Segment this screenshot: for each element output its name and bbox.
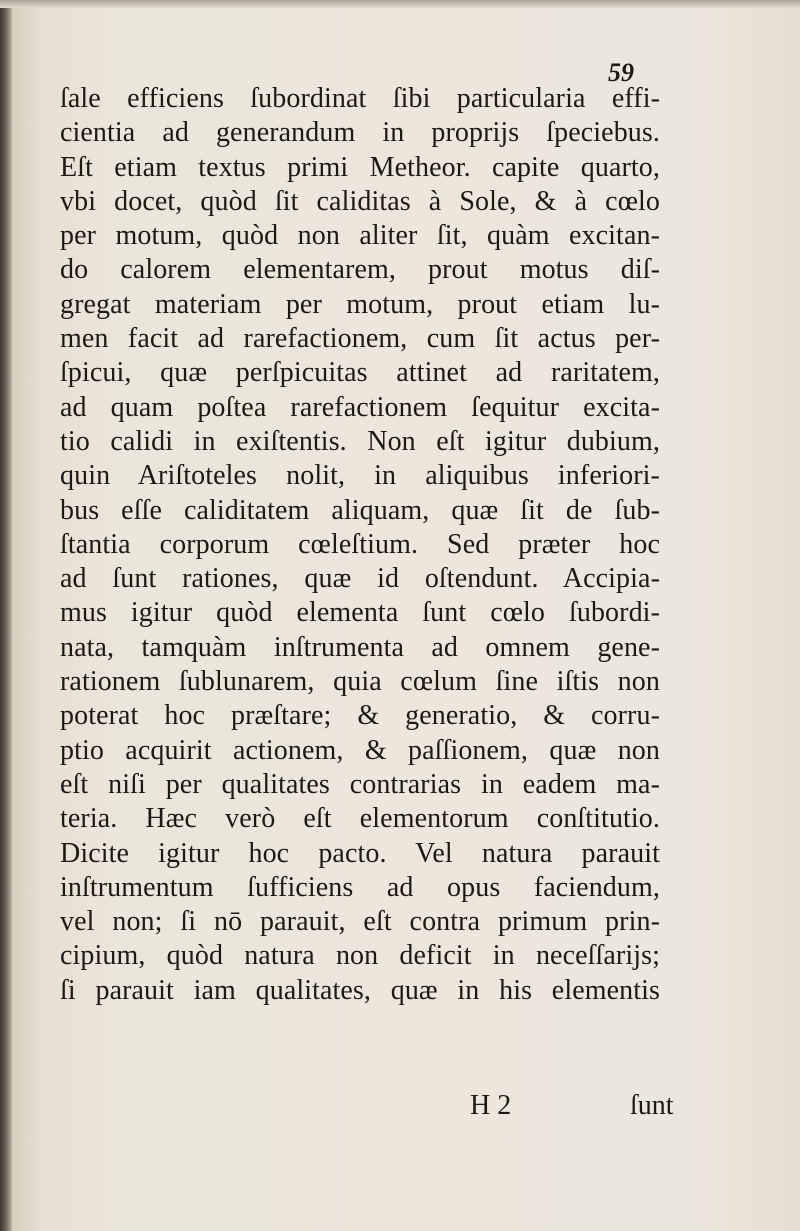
text-line: ad ſunt rationes, quæ id oſtendunt. Accipia- [60, 563, 660, 595]
page-number: 59 [608, 58, 634, 87]
book-binding-edge [0, 0, 12, 1231]
text-line: tio calidi in exiſtentis. Non eſt igitur dubium, [60, 425, 660, 457]
text-line: eſt niſi per qualitates contrarias in eadem ma- [60, 768, 660, 800]
text-line: per motum, quòd non aliter ſit, quàm excitan- [60, 220, 660, 252]
text-line: Dicite igitur hoc pacto. Vel natura parauit [60, 837, 660, 869]
text-line: vbi docet, quòd ſit caliditas à Sole, & à cœlo [60, 185, 660, 217]
text-line: gregat materiam per motum, prout etiam lu- [60, 288, 660, 320]
text-line: bus eſſe caliditatem aliquam, quæ ſit de ſub- [60, 494, 660, 526]
text-line: mus igitur quòd elementa ſunt cœlo ſubordi- [60, 597, 660, 629]
text-line: ſtantia corporum cœleſtium. Sed præter hoc [60, 528, 660, 560]
text-line: ſale efficiens ſubordinat ſibi particularia effi- [60, 83, 660, 114]
body-text [60, 82, 660, 1008]
text-line: poterat hoc præſtare; & generatio, & corru- [60, 700, 660, 732]
catchword: ſunt [630, 1090, 674, 1121]
text-line: ſpicui, quæ perſpicuitas attinet ad raritatem, [60, 357, 660, 389]
text-line: rationem ſublunarem, quia cœlum ſine iſtis non [60, 666, 660, 698]
text-line: vel non; ſi nō parauit, eſt contra primum prin- [60, 906, 660, 938]
text-line: quin Ariſtoteles nolit, in aliquibus inferiori- [60, 460, 660, 492]
text-line: Eſt etiam textus primi Metheor. capite quarto, [60, 151, 660, 183]
text-line: cipium, quòd natura non deficit in neceſſarijs; [60, 940, 660, 972]
text-line: do calorem elementarem, prout motus diſ- [60, 254, 660, 286]
text-line: nata, tamquàm inſtrumenta ad omnem gene- [60, 631, 660, 663]
signature-mark: H 2 [470, 1090, 512, 1121]
page-top-shadow [0, 0, 800, 8]
text-line: teria. Hæc verò eſt elementorum conſtitutio. [60, 803, 660, 835]
text-line: ptio acquirit actionem, & paſſionem, quæ non [60, 734, 660, 766]
text-line: ſi parauit iam qualitates, quæ in his elementis [60, 974, 660, 1006]
text-line: cientia ad generandum in proprijs ſpeciebus. [60, 117, 660, 149]
page-footer [60, 1090, 674, 1124]
text-line: ad quam poſtea rarefactionem ſequitur excita- [60, 391, 660, 423]
text-line: men facit ad rarefactionem, cum ſit actus per- [60, 323, 660, 355]
text-line: inſtrumentum ſufficiens ad opus faciendum, [60, 871, 660, 903]
